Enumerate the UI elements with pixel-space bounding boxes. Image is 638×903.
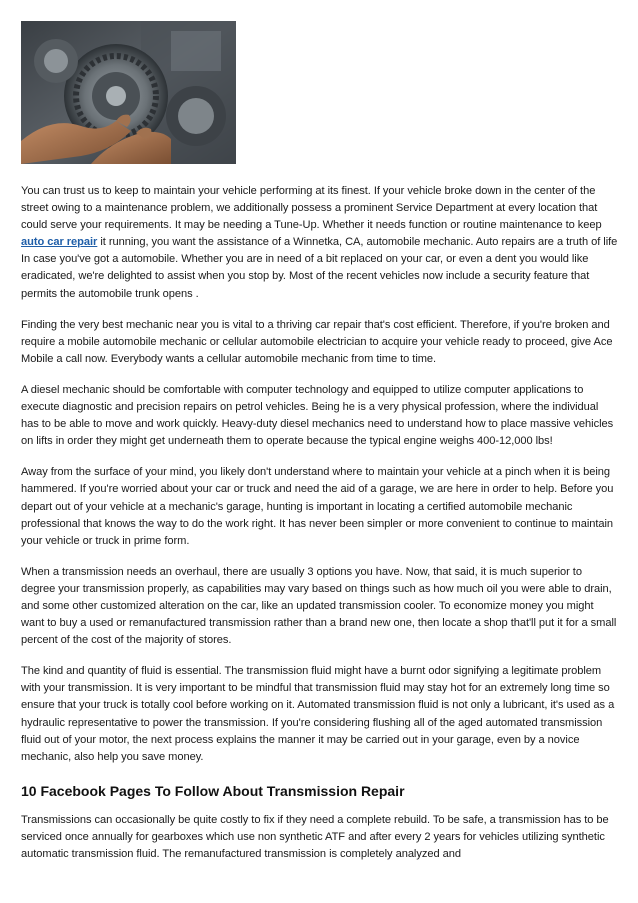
- paragraph-1: [21, 183, 618, 303]
- auto-car-repair-link[interactable]: auto car repair: [21, 236, 98, 249]
- paragraph-4: Away from the surface of your mind, you likely don't understand where to maintain your vehicle at a pinch when it is being hammered. If you're worried about your car or truck and need the aid of a garage, we are here in order to help. Before you depart out of your vehicle at a mechanic's garage, hunting is important in locating a certified automobile mechanic professional that knows the way to do the work right. It has never been simpler or more convenient to continue to maintain your vehicle or truck in prime form.: [21, 466, 614, 547]
- hero-image: [21, 21, 236, 164]
- paragraph-3: A diesel mechanic should be comfortable with computer technology and equipped to utilize computer applications to execute diagnostic and precision repairs on petrol vehicles. Being he is a very physical profession, where the individual has to be able to move and work quickly. Heavy-duty diesel mechanics need to understand how to place massive vehicles on lifts in order they might get underneath them to operate because the typical engine weighs 400-12,000 lbs!: [21, 383, 614, 448]
- mechanic-photo-illustration: [21, 21, 236, 164]
- paragraph-2: Finding the very best mechanic near you is vital to a thriving car repair that's cost efficient. Therefore, if you're broken and require a mobile automobile mechanic or cellular automobile electrician to acquire your vehicle ready to proceed, give Ace Mobile a call now. Everybody wants a cellular automobile mechanic from time to time.: [21, 318, 613, 365]
- section-heading: 10 Facebook Pages To Follow About Transmission Repair: [21, 782, 405, 799]
- paragraph-1-text-before: You can trust us to keep to maintain your vehicle performing at its finest. If your vehicle broke down in the center of the street owing to a maintenance problem, we additionally possess a prominent Service Department at every location that could serve your requirements. It may be needing a Tune-Up. Whether it needs function or routine maintenance to keep: [21, 185, 602, 232]
- paragraph-7: Transmissions can occasionally be quite costly to fix if they need a complete rebuild. To be safe, a transmission has to be serviced once annually for gearboxes which use non synthetic ATF and after every 2 years for vehicles utilizing synthetic automatic transmission fluid. The remanufactured transmission is completely analyzed and: [21, 813, 609, 860]
- paragraph-5: When a transmission needs an overhaul, there are usually 3 options you have. Now, that said, it is much superior to degree your transmission properly, as capabilities may vary based on things such as how much oil you were able to drain, and some other customized alteration on the car, like an updated transmission cooler. To economize money you might want to buy a used or remanufactured transmission rather than a brand new one, then locate a shop that'll put it for a small percent of the cost of the majority of stores.: [21, 565, 617, 647]
- article-body: [21, 183, 618, 877]
- paragraph-1-text-after: it running, you want the assistance of a Winnetka, CA, automobile mechanic. Auto repairs are a truth of life In case you've got a automobile. Whether you are in need of a bit replaced on your car, or even a dent you would like eradicated, we're delighted to assist when you stop by. Most of the recent vehicles now include a security feature that permits the automobile trunk opens .: [21, 236, 618, 300]
- paragraph-6: The kind and quantity of fluid is essential. The transmission fluid might have a burnt odor signifying a legitimate problem with your transmission. It is very important to be mindful that transmission fluid may stay hot for an extremely long time so ensure that your truck is totally cool before working on it. Automated transmission fluid is not only a lubricant, it's used as a hydraulic representative to power the transmission. If you're considering flushing all of the aged automated transmission fluid out of your motor, the next process explains the manner it may be carried out in your garage, even by a novice mechanic, also help you save money.: [21, 665, 615, 763]
